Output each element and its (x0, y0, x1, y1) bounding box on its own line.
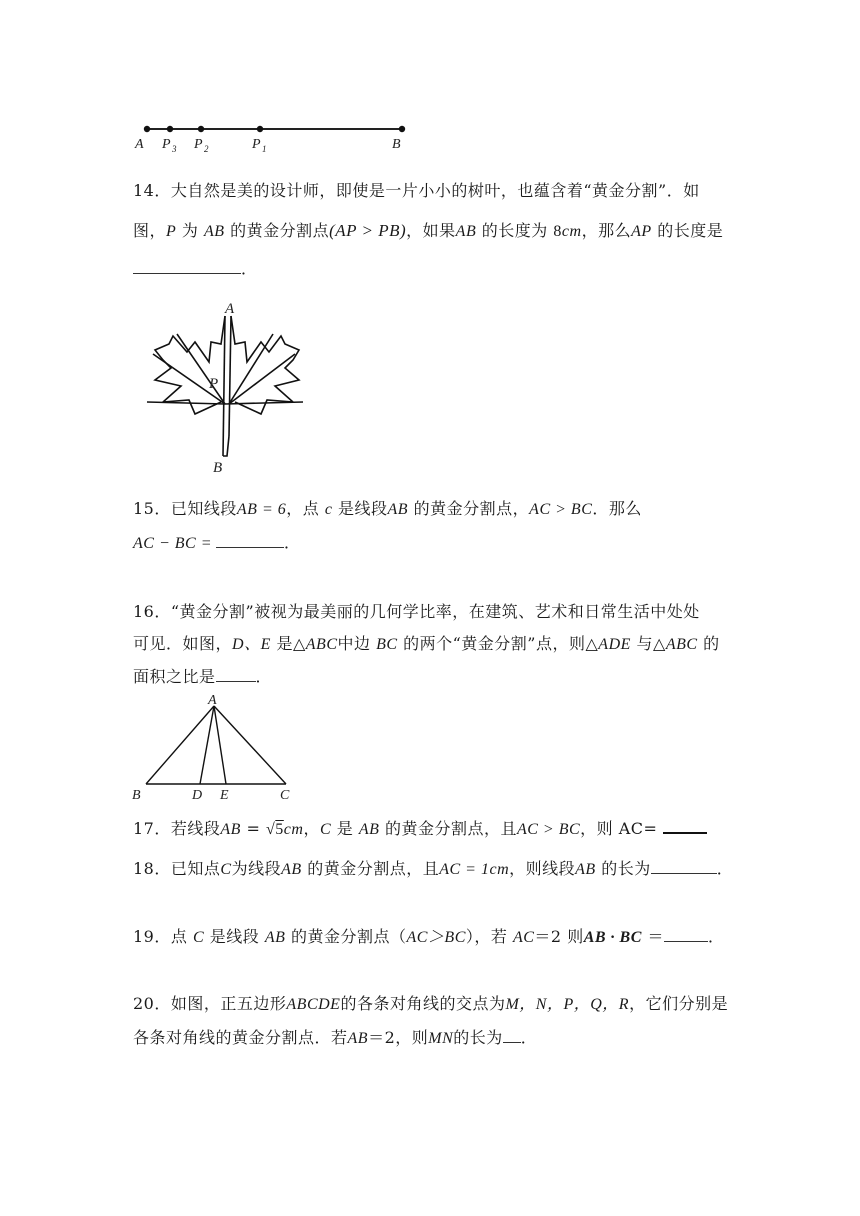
segment-figure (130, 118, 420, 154)
label-P2-sub: 2 (204, 144, 209, 154)
q19-line1: 19．点 C 是线段 AB 的黄金分割点（AC＞BC），若 AC＝2 则AB · BC ＝ ． (133, 927, 725, 946)
label-P3: P (162, 137, 171, 152)
q18-line1: 18．已知点C为线段AB 的黄金分割点，且AC = 1cm，则线段AB 的长为 ． (133, 859, 734, 878)
label-A: A (135, 137, 144, 152)
label-P1: P (252, 137, 261, 152)
q20-answer-blank[interactable] (503, 1028, 521, 1043)
q16-answer-blank[interactable] (216, 667, 256, 682)
q19-answer-blank[interactable] (664, 927, 708, 942)
tri-label-D: D (192, 788, 203, 802)
tri-label-A: A (208, 693, 217, 708)
label-P1-sub: 1 (262, 144, 267, 154)
q18-answer-blank[interactable] (651, 859, 717, 874)
q14-line2: 图，P 为 AB 的黄金分割点(AP > PB)，如果AB 的长度为 8cm，那么AP 的长度是 (133, 221, 724, 240)
leaf-label-A: A (225, 301, 235, 317)
maple-leaf-figure (135, 296, 315, 476)
q16-line3: 面积之比是 ． (133, 667, 273, 686)
q17-answer-blank[interactable] (663, 818, 707, 834)
q14-line1: 14．大自然是美的设计师，即使是一片小小的树叶，也蕴含着“黄金分割”．如 (133, 181, 700, 200)
q16-line2: 可见．如图，D、E 是△ABC中边 BC 的两个“黄金分割”点，则△ADE 与△ABC 的 (133, 634, 720, 653)
tri-label-E: E (220, 788, 229, 802)
tri-label-C: C (280, 788, 290, 802)
q14-answer-blank[interactable] (133, 259, 241, 274)
label-P2: P (194, 137, 203, 152)
q15-line1: 15．已知线段AB = 6，点 c 是线段AB 的黄金分割点，AC > BC．那么 (133, 499, 642, 518)
q14-line3: ． (133, 256, 258, 279)
label-P3-sub: 3 (172, 144, 177, 154)
q15-line2: AC − BC = ． (133, 533, 301, 552)
q15-answer-blank[interactable] (216, 533, 284, 548)
q20-line1: 20．如图，正五边形ABCDE的各条对角线的交点为M，N，P，Q，R，它们分别是 (133, 994, 729, 1013)
q16-line1: 16．“黄金分割”被视为最美丽的几何学比率，在建筑、艺术和日常生活中处处 (133, 602, 700, 621)
triangle-figure (128, 692, 303, 802)
q20-line2: 各条对角线的黄金分割点．若AB＝2，则MN的长为 ． (133, 1028, 538, 1047)
q14-number: 14． (133, 181, 171, 200)
leaf-label-B: B (213, 460, 223, 476)
tri-label-B: B (132, 788, 141, 802)
label-B: B (392, 137, 401, 152)
q17-line1: 17．若线段AB = √5cm，C 是 AB 的黄金分割点，且AC > BC，则 AC= (133, 816, 707, 839)
leaf-label-P: P (209, 376, 219, 392)
